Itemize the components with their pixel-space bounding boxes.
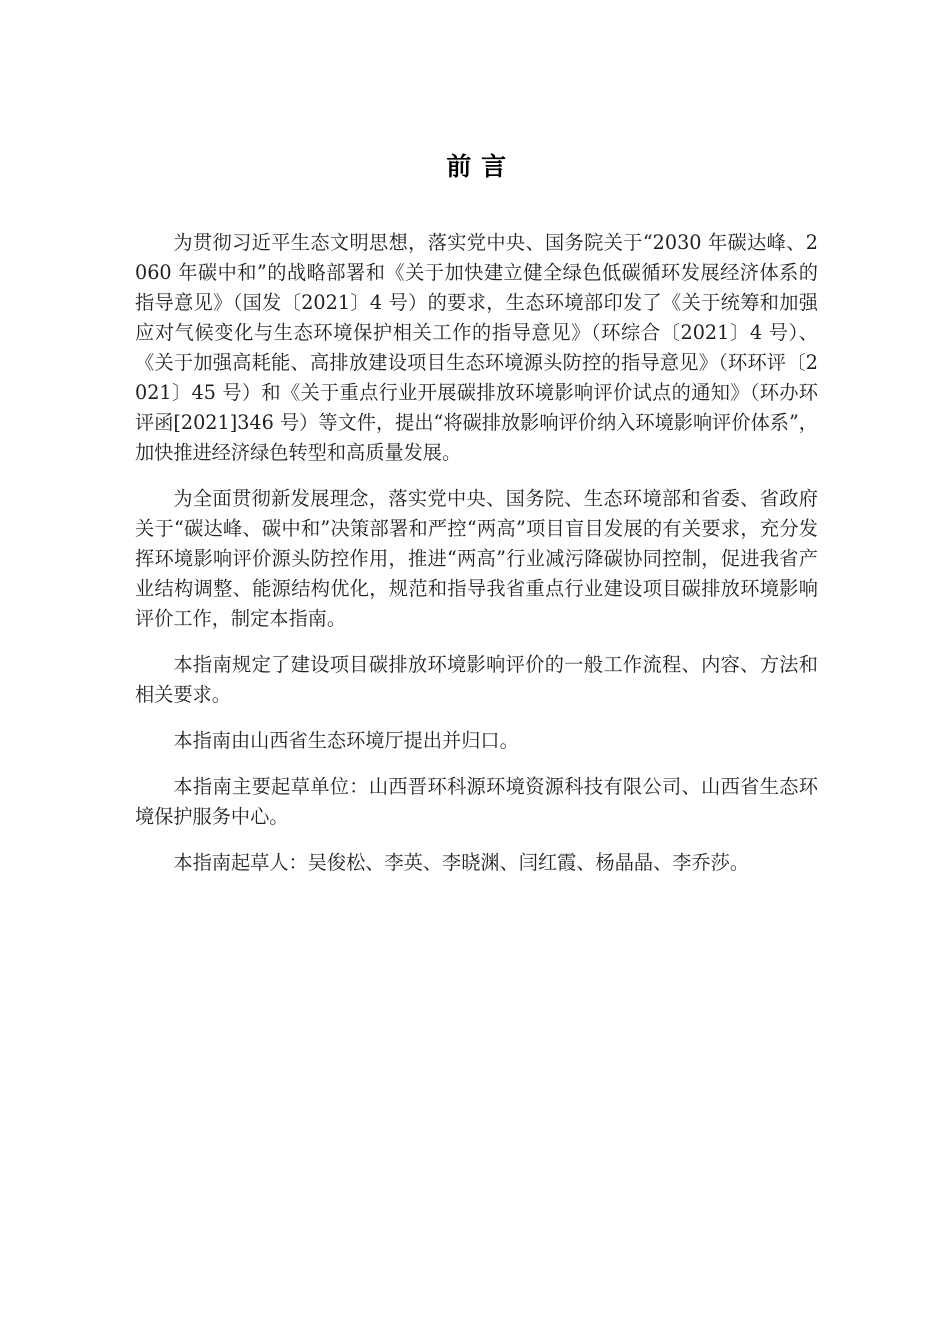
page-content: [135, 0, 818, 878]
paragraph-drafters: 本指南起草人：吴俊松、李英、李晓渊、闫红霞、杨晶晶、李乔莎。: [173, 851, 750, 874]
paragraph-proposing-authority: 本指南由山西省生态环境厅提出并归口。: [173, 729, 519, 752]
paragraph-scope: 本指南规定了建设项目碳排放环境影响评价的一般工作流程、内容、方法和相关要求。: [135, 653, 818, 706]
foreword-body: [135, 228, 818, 878]
paragraph-1: 为贯彻习近平生态文明思想，落实党中央、国务院关于“2030 年碳达峰、2060 年碳中和”的战略部署和《关于加快建立健全绿色低碳循环发展经济体系的指导意见》（国发〔2021〕4 号）的要求，生态环境部印发了《关于统筹和加强应对气候变化与生态环境保护相关工作的指导意见》（环综合〔2021〕4 号）、《关于加强高耗能、高排放建设项目生态环境源头防控的指导意见》（环环评〔2021〕45 号）和《关于重点行业开展碳排放环境影响评价试点的通知》（环办环评函[2021]346 号）等文件，提出“将碳排放影响评价纳入环境影响评价体系”，加快推进经济绿色转型和高质量发展。: [135, 231, 818, 464]
paragraph-2: 为全面贯彻新发展理念，落实党中央、国务院、生态环境部和省委、省政府关于“碳达峰、碳中和”决策部署和严控“两高”项目盲目发展的有关要求，充分发挥环境影响评价源头防控作用，推进“两高”行业减污降碳协同控制，促进我省产业结构调整、能源结构优化，规范和指导我省重点行业建设项目碳排放环境影响评价工作，制定本指南。: [135, 487, 818, 630]
page-title: 前 言: [446, 152, 507, 181]
paragraph-drafting-units: 本指南主要起草单位：山西晋环科源环境资源科技有限公司、山西省生态环境保护服务中心。: [135, 775, 818, 828]
